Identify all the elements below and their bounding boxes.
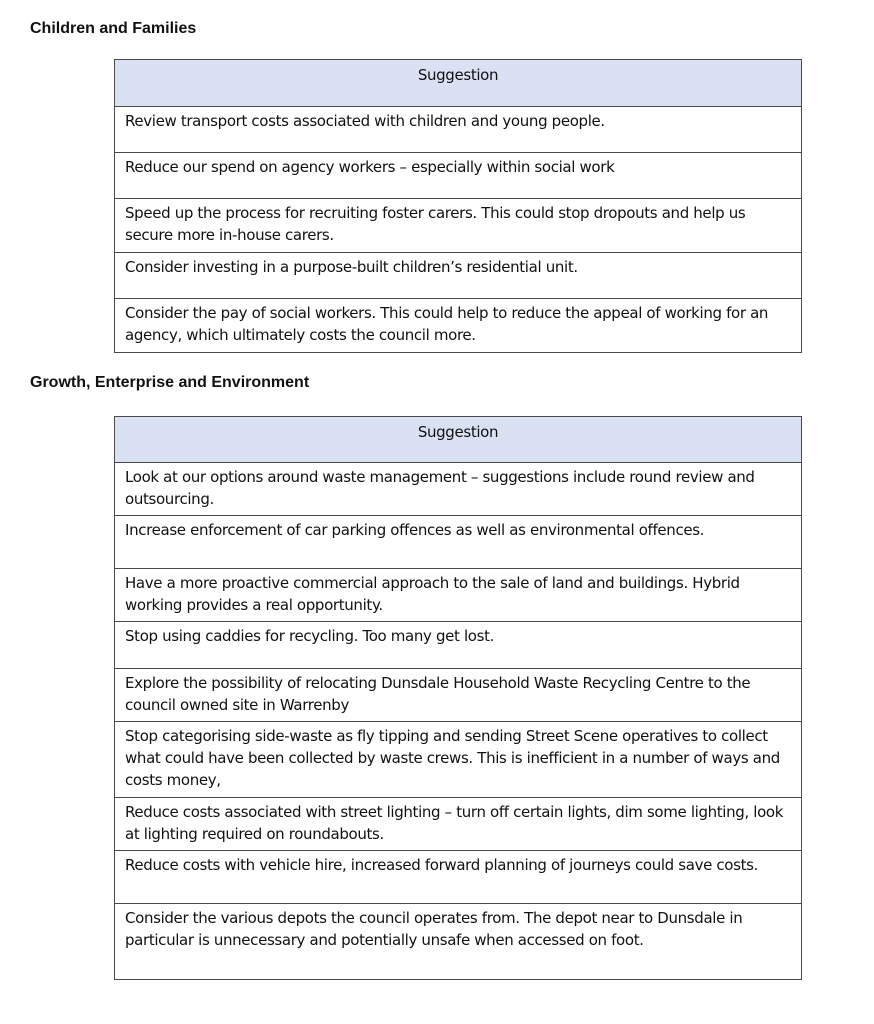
table-header-row bbox=[115, 60, 802, 107]
section-heading-children-families: Children and Families bbox=[30, 20, 197, 37]
table-row bbox=[115, 669, 802, 722]
table-row bbox=[115, 904, 802, 980]
column-header-suggestion: Suggestion bbox=[115, 60, 802, 107]
suggestion-cell: Reduce our spend on agency workers – especially within social work bbox=[115, 153, 802, 199]
suggestion-cell: Stop categorising side-waste as fly tipping and sending Street Scene operatives to collect what could have been collected by waste crews. This is inefficient in a number of ways and costs money, bbox=[115, 722, 802, 798]
suggestions-table-growth-enterprise-environment bbox=[114, 416, 802, 980]
suggestion-cell: Consider investing in a purpose-built children’s residential unit. bbox=[115, 253, 802, 299]
suggestion-cell: Consider the pay of social workers. This could help to reduce the appeal of working for an agency, which ultimately costs the council more. bbox=[115, 299, 802, 353]
table-row bbox=[115, 153, 802, 199]
table-row bbox=[115, 463, 802, 516]
suggestion-cell: Look at our options around waste management – suggestions include round review and outsourcing. bbox=[115, 463, 802, 516]
table-row bbox=[115, 253, 802, 299]
suggestion-cell: Speed up the process for recruiting foster carers. This could stop dropouts and help us secure more in-house carers. bbox=[115, 199, 802, 253]
column-header-suggestion: Suggestion bbox=[115, 417, 802, 463]
suggestion-cell: Reduce costs with vehicle hire, increased forward planning of journeys could save costs. bbox=[115, 851, 802, 904]
table-row bbox=[115, 798, 802, 851]
table-row bbox=[115, 851, 802, 904]
table-row bbox=[115, 107, 802, 153]
table-header-row bbox=[115, 417, 802, 463]
suggestion-cell: Review transport costs associated with children and young people. bbox=[115, 107, 802, 153]
suggestion-cell: Increase enforcement of car parking offences as well as environmental offences. bbox=[115, 516, 802, 569]
table-row bbox=[115, 722, 802, 798]
table-row bbox=[115, 622, 802, 669]
table-row bbox=[115, 569, 802, 622]
suggestion-cell: Have a more proactive commercial approach to the sale of land and buildings. Hybrid working provides a real opportunity. bbox=[115, 569, 802, 622]
suggestion-cell: Consider the various depots the council operates from. The depot near to Dunsdale in particular is unnecessary and potentially unsafe when accessed on foot. bbox=[115, 904, 802, 980]
suggestion-cell: Reduce costs associated with street lighting – turn off certain lights, dim some lighting, look at lighting required on roundabouts. bbox=[115, 798, 802, 851]
suggestion-cell: Stop using caddies for recycling. Too many get lost. bbox=[115, 622, 802, 669]
section-heading-growth-enterprise-environment: Growth, Enterprise and Environment bbox=[30, 374, 310, 391]
table-row bbox=[115, 199, 802, 253]
suggestions-table-children-families bbox=[114, 59, 802, 353]
table-row bbox=[115, 516, 802, 569]
table-row bbox=[115, 299, 802, 353]
suggestion-cell: Explore the possibility of relocating Dunsdale Household Waste Recycling Centre to the council owned site in Warrenby bbox=[115, 669, 802, 722]
